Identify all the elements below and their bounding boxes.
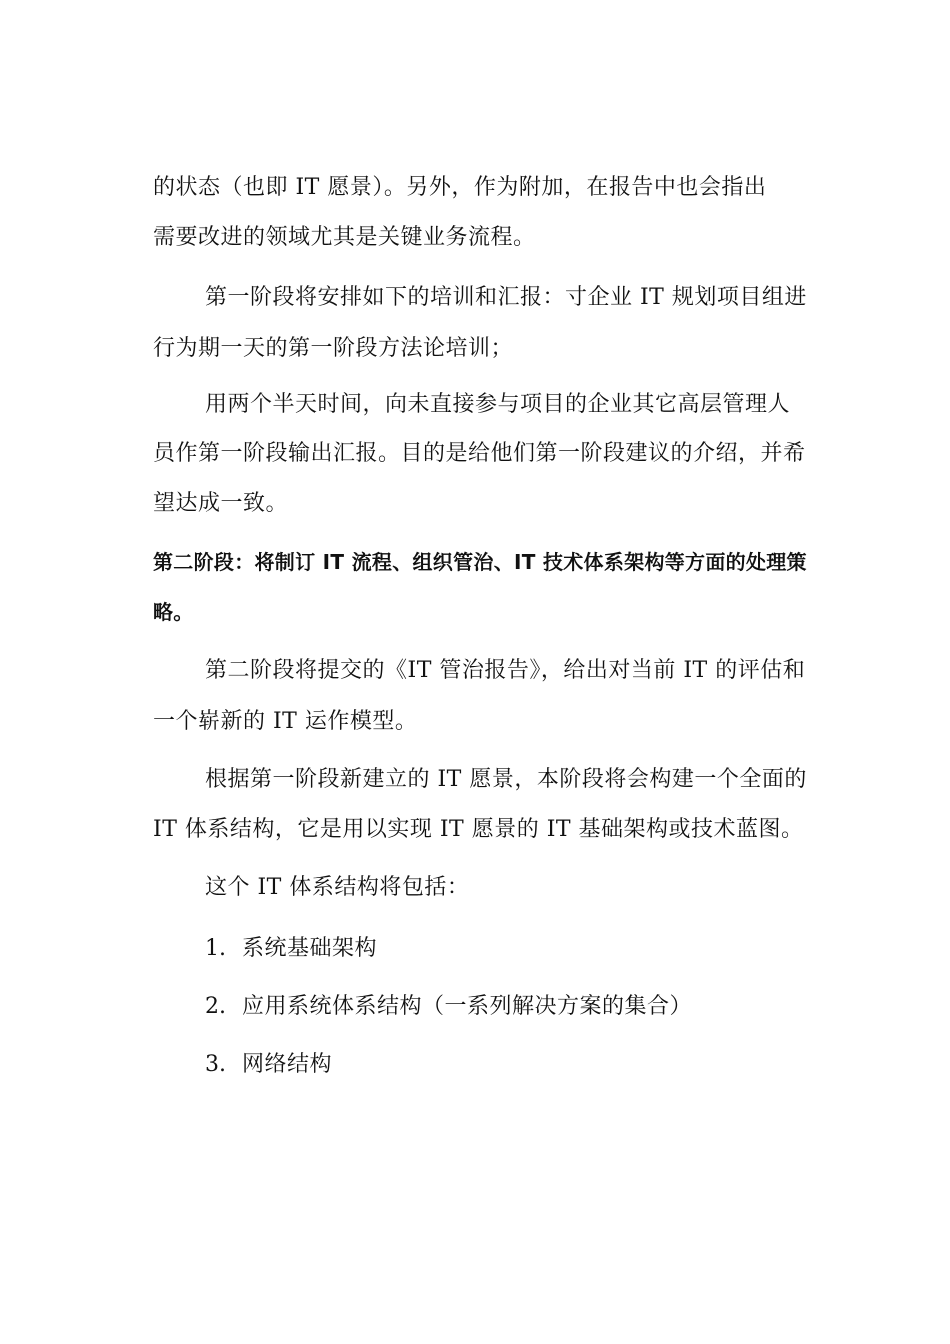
paragraph-6-line-1: 这个 IT 体系结构将包括： xyxy=(205,875,470,900)
paragraph-1-line-2: 需要改进的领域尤其是关键业务流程。 xyxy=(153,225,536,250)
paragraph-5-line-2: IT 体系结构，它是用以实现 IT 愿景的 IT 基础架构或技术蓝图。 xyxy=(153,817,804,842)
list-item-3-text: 网络结构 xyxy=(242,1052,333,1077)
list-item-1-number: 1. xyxy=(205,936,226,961)
list-item-1-text: 系统基础架构 xyxy=(242,936,378,961)
paragraph-3-line-2: 员作第一阶段输出汇报。目的是给他们第一阶段建议的介绍，并希 xyxy=(153,441,806,466)
list-item-2-number: 2. xyxy=(205,994,226,1019)
paragraph-3-line-3: 望达成一致。 xyxy=(153,491,289,516)
list-item-3-number: 3. xyxy=(205,1052,226,1077)
paragraph-4-line-2: 一个崭新的 IT 运作模型。 xyxy=(153,709,418,734)
paragraph-2-line-1: 第一阶段将安排如下的培训和汇报：寸企业 IT 规划项目组进 xyxy=(205,285,807,310)
paragraph-5-line-1: 根据第一阶段新建立的 IT 愿景，本阶段将会构建一个全面的 xyxy=(205,767,807,792)
section-heading-line-2: 略。 xyxy=(153,600,194,624)
paragraph-3-line-1: 用两个半天时间，向未直接参与项目的企业其它高层管理人 xyxy=(205,392,791,417)
paragraph-2-line-2: 行为期一天的第一阶段方法论培训； xyxy=(153,336,514,361)
paragraph-4-line-1: 第二阶段将提交的《IT 管治报告》，给出对当前 IT 的评估和 xyxy=(205,658,806,683)
paragraph-1-line-1: 的状态（也即 IT 愿景）。另外，作为附加，在报告中也会指出 xyxy=(153,175,767,200)
list-item-2-text: 应用系统体系结构（一系列解决方案的集合） xyxy=(242,994,693,1019)
section-heading-line-1: 第二阶段：将制订 IT 流程、组织管治、IT 技术体系架构等方面的处理策 xyxy=(153,550,807,574)
